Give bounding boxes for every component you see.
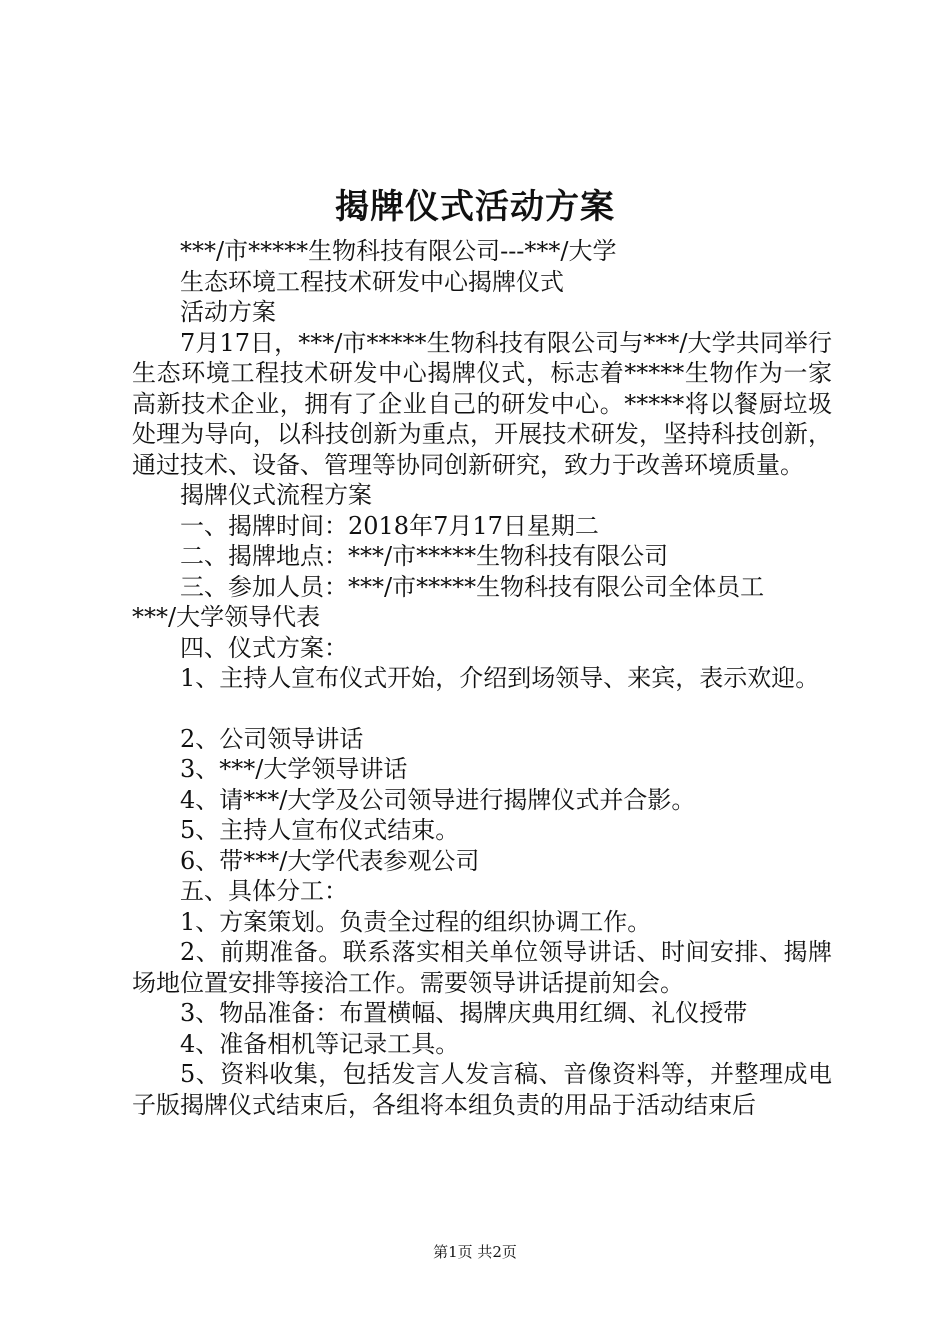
heading-line: 生态环境工程技术研发中心揭牌仪式	[180, 267, 564, 296]
blank-line	[132, 694, 832, 724]
flow-title: 揭牌仪式流程方案	[180, 481, 372, 509]
ceremony-step: 5、主持人宣布仪式结束。	[180, 816, 460, 844]
document-title: 揭牌仪式活动方案	[335, 187, 615, 227]
heading-line: ***/市*****生物科技有限公司---***/大学	[180, 237, 617, 265]
heading-line: 活动方案	[180, 298, 276, 326]
ceremony-step: 6、带***/大学代表参观公司	[180, 846, 480, 875]
document-body	[132, 236, 832, 1120]
section-attendees-continued: ***/大学领导代表	[132, 603, 321, 631]
section-attendees: 三、参加人员：***/市*****生物科技有限公司全体员工	[180, 572, 765, 601]
section-location: 二、揭牌地点：***/市*****生物科技有限公司	[180, 542, 669, 570]
division-item: 5、资料收集，包括发言人发言稿、音像资料等，并整理成电子版揭牌仪式结束后，各组将本组负责的用品于活动结束后	[132, 1060, 832, 1119]
division-item: 4、准备相机等记录工具。	[180, 1029, 460, 1058]
division-item: 3、物品准备：布置横幅、揭牌庆典用红绸、礼仪授带	[180, 999, 748, 1027]
intro-paragraph: 7月17日，***/市*****生物科技有限公司与***/大学共同举行生态环境工程技术研发中心揭牌仪式，标志着*****生物作为一家高新技术企业，拥有了企业自己的研发中心。*****将以餐厨垃圾处理为导向，以科技创新为重点，开展技术研发，坚持科技创新，通过技术、设备、管理等协同创新研究，致力于改善环境质量。	[132, 328, 832, 479]
page-footer: 第1页 共2页	[433, 1243, 517, 1261]
ceremony-step: 4、请***/大学及公司领导进行揭牌仪式并合影。	[180, 785, 696, 814]
section-division: 五、具体分工：	[180, 877, 348, 905]
section-time: 一、揭牌时间：2018年7月17日星期二	[180, 511, 599, 540]
ceremony-step: 1、主持人宣布仪式开始，介绍到场领导、来宾，表示欢迎。	[180, 664, 820, 692]
section-ceremony: 四、仪式方案：	[180, 633, 348, 662]
ceremony-step: 3、***/大学领导讲话	[180, 755, 408, 783]
division-item: 1、方案策划。负责全过程的组织协调工作。	[180, 907, 652, 936]
division-item: 2、前期准备。联系落实相关单位领导讲话、时间安排、揭牌场地位置安排等接洽工作。需要领导讲话提前知会。	[132, 938, 832, 997]
ceremony-step: 2、公司领导讲话	[180, 724, 364, 753]
